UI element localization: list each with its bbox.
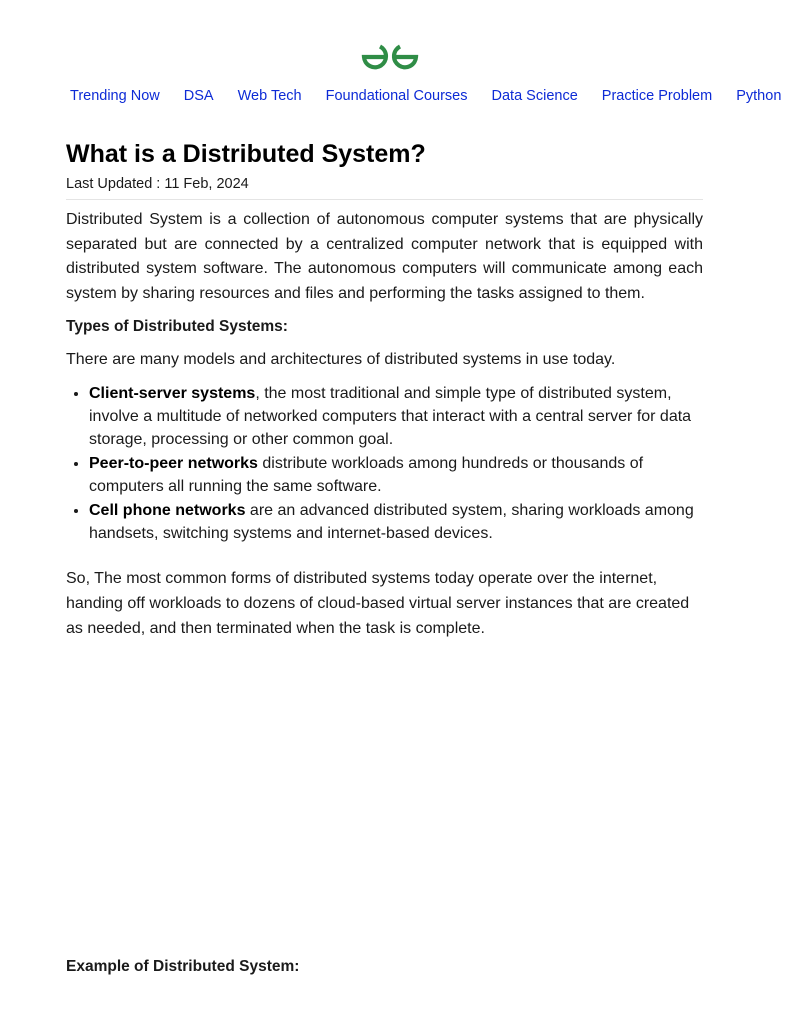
list-item-term: Peer-to-peer networks bbox=[89, 454, 258, 472]
list-item-desc: are an advanced distributed system, sharing workloads among handsets, switching systems and internet-based devices. bbox=[89, 501, 694, 542]
list-item-desc: , the most traditional and simple type of distributed system, involve a multitude of networked computers that interact with a central server for data storage, processing or other common goal. bbox=[89, 384, 692, 449]
list-item bbox=[89, 382, 703, 452]
last-updated-date: Last Updated : 11 Feb, 2024 bbox=[66, 176, 703, 200]
types-list bbox=[66, 382, 703, 546]
list-item-term: Cell phone networks bbox=[89, 501, 246, 519]
list-item bbox=[89, 499, 703, 546]
intro-paragraph: Distributed System is a collection of autonomous computer systems that are physically separated but are connected by a centralized computer network that is equipped with distributed system software. The autonomous computers will communicate among each system by sharing resources and files and performing the tasks assigned to them. bbox=[66, 211, 703, 302]
closing-paragraph: So, The most common forms of distributed systems today operate over the internet, handing off workloads to dozens of cloud-based virtual server instances that are created as needed, and then terminated when the task is complete. bbox=[66, 570, 690, 637]
nav-item-foundational-courses[interactable]: Foundational Courses bbox=[325, 88, 468, 104]
top-navigation bbox=[70, 86, 782, 108]
types-heading: Types of Distributed Systems: bbox=[66, 318, 288, 336]
list-item bbox=[89, 452, 703, 499]
nav-item-dsa[interactable]: DSA bbox=[183, 88, 214, 104]
models-paragraph: There are many models and architectures of distributed systems in use today. bbox=[66, 350, 616, 368]
article-content bbox=[66, 138, 703, 641]
nav-item-practice-problem[interactable]: Practice Problem bbox=[601, 88, 713, 104]
example-heading: Example of Distributed System: bbox=[66, 958, 300, 975]
nav-item-data-science[interactable]: Data Science bbox=[491, 88, 578, 104]
page-title: What is a Distributed System? bbox=[66, 140, 426, 168]
list-item-desc: distribute workloads among hundreds or thousands of computers all running the same software. bbox=[89, 454, 644, 496]
gfg-logo-icon[interactable] bbox=[360, 40, 420, 74]
list-item-term: Client-server systems bbox=[89, 384, 256, 402]
nav-item-python[interactable]: Python bbox=[736, 88, 782, 104]
nav-item-trending-now[interactable]: Trending Now bbox=[70, 88, 160, 104]
nav-item-web-tech[interactable]: Web Tech bbox=[237, 88, 302, 104]
